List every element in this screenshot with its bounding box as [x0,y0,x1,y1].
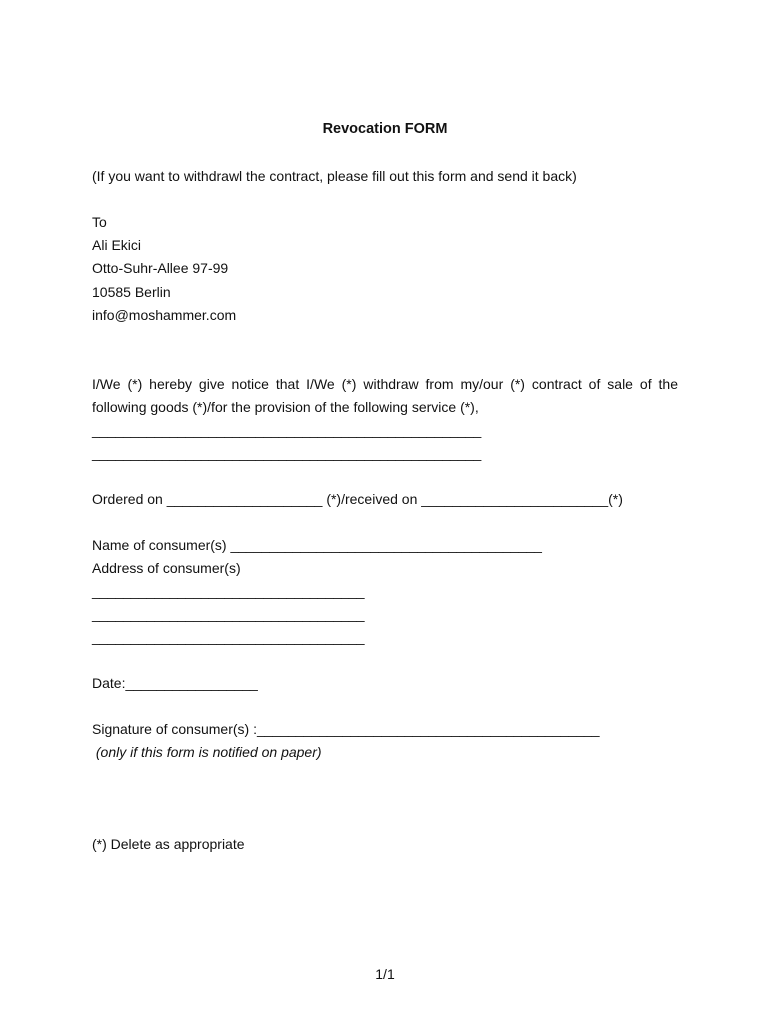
ordered-received-line: Ordered on ____________________ (*)/received on ________________________(*) [92,491,623,507]
date-line: Date:_________________ [92,675,258,691]
goods-blank-1: __________________________________________________ [92,422,482,438]
page-title: Revocation FORM [322,121,448,137]
recipient-email: info@moshammer.com [92,307,237,323]
address-blank-1: ___________________________________ [92,583,365,599]
recipient-street: Otto-Suhr-Allee 97-99 [92,260,229,276]
recipient-name: Ali Ekici [92,237,142,253]
recipient-city: 10585 Berlin [92,284,171,300]
notice-line-1: I/We (*) hereby give notice that I/We (*) withdraw from my/our (*) contract of sale of the [92,376,678,392]
signature-line: Signature of consumer(s) :____________________________________________ [92,721,600,737]
address-blank-3: ___________________________________ [92,629,365,645]
page-number: 1/1 [375,966,395,982]
footnote: (*) Delete as appropriate [92,836,245,852]
consumer-name-line: Name of consumer(s) ________________________________________ [92,537,542,553]
consumer-address-label: Address of consumer(s) [92,560,241,576]
signature-note: (only if this form is notified on paper) [92,744,322,760]
intro-text: (If you want to withdrawl the contract, please fill out this form and send it back) [92,168,577,184]
notice-line-2: following goods (*)/for the provision of the following service (*), [92,399,479,415]
goods-blank-2: __________________________________________________ [92,445,482,461]
address-blank-2: ___________________________________ [92,606,365,622]
recipient-to-label: To [92,214,107,230]
